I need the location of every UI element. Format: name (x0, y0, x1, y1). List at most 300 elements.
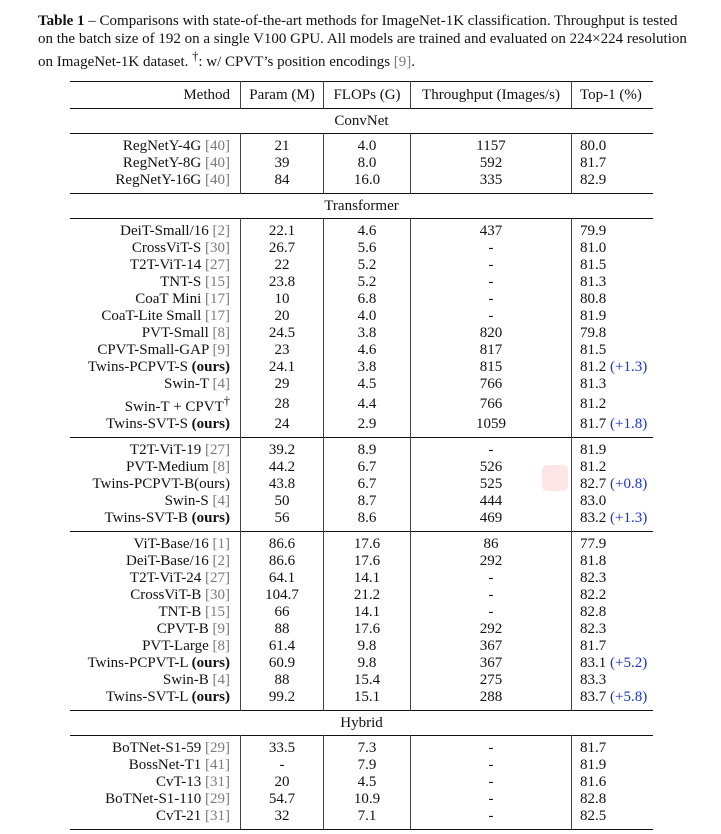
method-name: T2T-ViT-24 (129, 570, 202, 586)
method-name: RegNetY-8G (122, 155, 202, 171)
cell-param: 28 (241, 393, 324, 416)
top1-value: 82.9 (580, 172, 607, 188)
cell-param: 26.7 (241, 240, 324, 257)
table-body (70, 109, 653, 830)
cell-param: 32 (241, 808, 324, 830)
cell-throughput: - (411, 736, 572, 758)
cell-throughput: 86 (411, 532, 572, 554)
top1-gain: (+5.8) (610, 689, 648, 705)
header-flops: FLOPs (G) (324, 82, 411, 109)
cell-flops: 17.6 (324, 621, 411, 638)
cell-throughput: - (411, 808, 572, 830)
section-title: ConvNet (70, 109, 653, 134)
top1-value: 81.3 (580, 376, 607, 392)
method-name: RegNetY-16G (115, 172, 202, 188)
table-caption (38, 13, 690, 72)
cell-param: 50 (241, 493, 324, 510)
citation-link[interactable]: [2] (212, 223, 230, 239)
method-name: Swin-T + CPVT (124, 399, 224, 415)
cell-throughput: - (411, 308, 572, 325)
cell-flops: 15.4 (324, 672, 411, 689)
cell-method (70, 476, 241, 493)
citation-link[interactable]: [29] (205, 740, 230, 756)
citation-link[interactable]: [40] (205, 155, 230, 171)
method-name: CvT-13 (155, 774, 202, 790)
top1-value: 83.0 (580, 493, 607, 509)
cell-throughput: - (411, 438, 572, 460)
cell-top1 (572, 587, 654, 604)
table-row (70, 438, 653, 460)
citation-link[interactable]: [31] (205, 774, 230, 790)
cell-flops: 4.0 (324, 134, 411, 156)
cell-top1 (572, 476, 654, 493)
cell-throughput: - (411, 791, 572, 808)
table-row (70, 736, 653, 758)
ours-label: (ours) (191, 655, 230, 671)
cell-param: 54.7 (241, 791, 324, 808)
cell-top1 (572, 257, 654, 274)
cell-method (70, 155, 241, 172)
table-row (70, 459, 653, 476)
top1-value: 82.5 (580, 808, 607, 824)
method-name: Swin-B (162, 672, 209, 688)
caption-text-2: : w/ CPVT’s position encodings (198, 54, 394, 70)
header-param: Param (M) (241, 82, 324, 109)
cell-param: 23.8 (241, 274, 324, 291)
cell-param: 64.1 (241, 570, 324, 587)
cell-param: 21 (241, 134, 324, 156)
citation-link[interactable]: [27] (205, 442, 230, 458)
table-row (70, 240, 653, 257)
cell-method (70, 134, 241, 156)
ours-label: (ours) (191, 359, 230, 375)
citation-link[interactable]: [30] (205, 240, 230, 256)
cell-method (70, 393, 241, 416)
cell-method (70, 172, 241, 194)
cell-param: 44.2 (241, 459, 324, 476)
caption-citation[interactable]: [9] (393, 54, 412, 70)
section-header-row (70, 194, 653, 219)
citation-link[interactable]: [15] (205, 274, 230, 290)
cell-method (70, 257, 241, 274)
citation-link[interactable]: [41] (205, 757, 230, 773)
top1-value: 81.8 (580, 553, 607, 569)
method-name: Twins-SVT-S (106, 416, 188, 432)
cell-throughput: 292 (411, 621, 572, 638)
cell-param: - (241, 757, 324, 774)
citation-link[interactable]: [40] (205, 138, 230, 154)
cell-flops: 4.4 (324, 393, 411, 416)
table-row (70, 291, 653, 308)
cell-top1 (572, 672, 654, 689)
table-row (70, 808, 653, 830)
cell-throughput: 437 (411, 219, 572, 241)
ours-label: (ours) (191, 416, 230, 432)
cell-flops: 14.1 (324, 604, 411, 621)
method-name: Twins-PCPVT-L (87, 655, 188, 671)
cell-param: 22.1 (241, 219, 324, 241)
table-row (70, 587, 653, 604)
table-row (70, 604, 653, 621)
table-row (70, 308, 653, 325)
method-name: ViT-Base/16 (133, 536, 209, 552)
cell-flops: 3.8 (324, 359, 411, 376)
cell-method (70, 621, 241, 638)
top1-gain: (+1.8) (610, 416, 648, 432)
cell-param: 88 (241, 621, 324, 638)
cell-top1 (572, 219, 654, 241)
method-name: Twins-PCPVT-B(ours) (92, 476, 230, 492)
cell-throughput: 766 (411, 376, 572, 393)
ours-label: (ours) (191, 689, 230, 705)
cell-top1 (572, 393, 654, 416)
cell-top1 (572, 438, 654, 460)
method-name: Twins-SVT-L (105, 689, 188, 705)
cell-throughput: 292 (411, 553, 572, 570)
top1-value: 81.9 (580, 757, 607, 773)
cell-top1 (572, 604, 654, 621)
cell-top1 (572, 308, 654, 325)
cell-throughput: 444 (411, 493, 572, 510)
citation-link[interactable]: [4] (212, 672, 230, 688)
cell-method (70, 774, 241, 791)
cell-throughput: 288 (411, 689, 572, 711)
cell-flops: 17.6 (324, 553, 411, 570)
table-row (70, 655, 653, 672)
cell-top1 (572, 240, 654, 257)
cell-flops: 3.8 (324, 325, 411, 342)
citation-link[interactable]: [8] (212, 325, 230, 341)
cell-flops: 8.6 (324, 510, 411, 532)
cell-top1 (572, 459, 654, 476)
cell-flops: 4.6 (324, 219, 411, 241)
cell-throughput: 820 (411, 325, 572, 342)
top1-value: 81.2 (580, 459, 607, 475)
cell-top1 (572, 342, 654, 359)
top1-value: 81.7 (580, 638, 607, 654)
cell-flops: 7.3 (324, 736, 411, 758)
top1-value: 81.6 (580, 774, 607, 790)
cell-param: 66 (241, 604, 324, 621)
cell-top1 (572, 291, 654, 308)
cell-top1 (572, 736, 654, 758)
cell-flops: 4.5 (324, 376, 411, 393)
table-row (70, 791, 653, 808)
top1-value: 81.9 (580, 442, 607, 458)
method-name: TNT-S (160, 274, 202, 290)
cell-method (70, 459, 241, 476)
method-name: TNT-B (158, 604, 202, 620)
method-name: Swin-T (164, 376, 209, 392)
cell-param: 39.2 (241, 438, 324, 460)
method-name: BossNet-T1 (128, 757, 202, 773)
cell-top1 (572, 570, 654, 587)
cell-top1 (572, 172, 654, 194)
method-name: Swin-S (164, 493, 209, 509)
method-name: CoaT Mini (135, 291, 202, 307)
top1-value: 81.2 (580, 359, 607, 375)
method-name: CrossViT-S (131, 240, 202, 256)
top1-value: 83.1 (580, 655, 607, 671)
cell-method (70, 416, 241, 438)
cell-top1 (572, 376, 654, 393)
top1-value: 82.8 (580, 604, 607, 620)
citation-link[interactable]: [9] (212, 621, 230, 637)
cell-method (70, 587, 241, 604)
cell-top1 (572, 532, 654, 554)
top1-value: 82.2 (580, 587, 607, 603)
cell-flops: 5.6 (324, 240, 411, 257)
citation-link[interactable]: [1] (212, 536, 230, 552)
method-name: CoaT-Lite Small (101, 308, 202, 324)
cell-method (70, 493, 241, 510)
caption-dagger: † (192, 49, 199, 63)
top1-value: 79.9 (580, 223, 607, 239)
table-row (70, 219, 653, 241)
cell-method (70, 342, 241, 359)
method-name: PVT-Large (142, 638, 209, 654)
cell-method (70, 689, 241, 711)
citation-link[interactable]: [4] (212, 376, 230, 392)
citation-link[interactable]: [2] (212, 553, 230, 569)
table-row (70, 342, 653, 359)
cell-throughput: - (411, 757, 572, 774)
table-row (70, 570, 653, 587)
top1-value: 81.5 (580, 342, 607, 358)
citation-link[interactable]: [17] (205, 291, 230, 307)
citation-link[interactable]: [27] (205, 257, 230, 273)
method-name: T2T-ViT-14 (129, 257, 202, 273)
top1-gain: (+0.8) (610, 476, 648, 492)
table-row (70, 757, 653, 774)
method-name: DeiT-Base/16 (125, 553, 209, 569)
cell-param: 61.4 (241, 638, 324, 655)
method-name: BoTNet-S1-59 (112, 740, 202, 756)
cell-top1 (572, 510, 654, 532)
citation-link[interactable]: [8] (212, 459, 230, 475)
table-row (70, 553, 653, 570)
cell-flops: 16.0 (324, 172, 411, 194)
cell-throughput: 335 (411, 172, 572, 194)
cell-top1 (572, 808, 654, 830)
cell-flops: 14.1 (324, 570, 411, 587)
cell-throughput: - (411, 274, 572, 291)
header-throughput: Throughput (Images/s) (411, 82, 572, 109)
top1-gain: (+1.3) (610, 359, 648, 375)
cell-top1 (572, 155, 654, 172)
cell-method (70, 791, 241, 808)
cell-method (70, 532, 241, 554)
cell-flops: 10.9 (324, 791, 411, 808)
top1-gain: (+1.3) (610, 510, 648, 526)
cell-top1 (572, 416, 654, 438)
cell-method (70, 240, 241, 257)
top1-value: 83.3 (580, 672, 607, 688)
section-header-row (70, 109, 653, 134)
cell-method (70, 736, 241, 758)
citation-link[interactable]: [9] (212, 342, 230, 358)
citation-link[interactable]: [31] (205, 808, 230, 824)
table-row (70, 393, 653, 416)
cell-top1 (572, 274, 654, 291)
cell-param: 24.5 (241, 325, 324, 342)
method-name: CPVT-Small-GAP (97, 342, 209, 358)
cell-throughput: - (411, 587, 572, 604)
table-row (70, 532, 653, 554)
cell-method (70, 638, 241, 655)
cell-top1 (572, 553, 654, 570)
table-row (70, 172, 653, 194)
cell-top1 (572, 757, 654, 774)
citation-link[interactable]: [40] (205, 172, 230, 188)
cell-param: 104.7 (241, 587, 324, 604)
table-row (70, 476, 653, 493)
cell-flops: 5.2 (324, 257, 411, 274)
cell-param: 20 (241, 774, 324, 791)
cell-top1 (572, 325, 654, 342)
cell-param: 84 (241, 172, 324, 194)
caption-period: . (411, 54, 416, 70)
citation-link[interactable]: [15] (205, 604, 230, 620)
method-name: DeiT-Small/16 (120, 223, 209, 239)
cell-method (70, 604, 241, 621)
top1-value: 81.0 (580, 240, 607, 256)
citation-link[interactable]: [27] (205, 570, 230, 586)
top1-value: 77.9 (580, 536, 607, 552)
cell-flops: 7.1 (324, 808, 411, 830)
cell-method (70, 325, 241, 342)
cell-top1 (572, 689, 654, 711)
cell-method (70, 438, 241, 460)
table-row (70, 155, 653, 172)
cell-throughput: - (411, 604, 572, 621)
cell-flops: 9.8 (324, 655, 411, 672)
method-name: CrossViT-B (130, 587, 202, 603)
top1-value: 82.8 (580, 791, 607, 807)
section-title: Hybrid (70, 711, 653, 736)
cell-throughput: 367 (411, 655, 572, 672)
cell-method (70, 359, 241, 376)
cell-param: 39 (241, 155, 324, 172)
top1-value: 82.7 (580, 476, 607, 492)
cell-throughput: - (411, 570, 572, 587)
cell-param: 29 (241, 376, 324, 393)
table-row (70, 493, 653, 510)
top1-value: 83.2 (580, 510, 607, 526)
cell-method (70, 808, 241, 830)
table-row (70, 274, 653, 291)
method-name: BoTNet-S1-110 (105, 791, 202, 807)
cell-flops: 6.8 (324, 291, 411, 308)
table-row (70, 134, 653, 156)
method-name: Twins-SVT-B (104, 510, 188, 526)
table-row (70, 376, 653, 393)
cell-param: 43.8 (241, 476, 324, 493)
cell-param: 99.2 (241, 689, 324, 711)
cell-param: 10 (241, 291, 324, 308)
cell-method (70, 291, 241, 308)
cell-param: 20 (241, 308, 324, 325)
cell-param: 56 (241, 510, 324, 532)
cell-throughput: - (411, 291, 572, 308)
citation-link[interactable]: [29] (205, 791, 230, 807)
citation-link[interactable]: [30] (205, 587, 230, 603)
cell-param: 24 (241, 416, 324, 438)
cell-throughput: 817 (411, 342, 572, 359)
top1-value: 80.8 (580, 291, 607, 307)
top1-value: 82.3 (580, 621, 607, 637)
cell-param: 24.1 (241, 359, 324, 376)
method-name: T2T-ViT-19 (129, 442, 202, 458)
cell-param: 86.6 (241, 532, 324, 554)
method-name: PVT-Medium (125, 459, 209, 475)
cell-flops: 5.2 (324, 274, 411, 291)
caption-text: – Comparisons with state-of-the-art methods for ImageNet-1K classification. Throughput is tested on the batch size of 192 on a single V100 GPU. All models are trained and evaluated on 224×224 resolution on ImageNet-1K dataset. (38, 13, 687, 70)
top1-value: 82.3 (580, 570, 607, 586)
cell-throughput: 275 (411, 672, 572, 689)
cell-throughput: - (411, 257, 572, 274)
method-name: RegNetY-4G (122, 138, 202, 154)
top1-gain: (+5.2) (610, 655, 648, 671)
top1-value: 81.7 (580, 416, 607, 432)
top1-value: 81.9 (580, 308, 607, 324)
cell-throughput: 526 (411, 459, 572, 476)
citation-link[interactable]: [17] (205, 308, 230, 324)
cell-throughput: 766 (411, 393, 572, 416)
cell-param: 33.5 (241, 736, 324, 758)
table-row (70, 416, 653, 438)
header-top1: Top-1 (%) (572, 82, 654, 109)
cell-flops: 4.0 (324, 308, 411, 325)
cell-throughput: 367 (411, 638, 572, 655)
table-row (70, 638, 653, 655)
top1-value: 81.3 (580, 274, 607, 290)
table-row (70, 689, 653, 711)
cell-throughput: - (411, 240, 572, 257)
section-title: Transformer (70, 194, 653, 219)
cell-throughput: 1059 (411, 416, 572, 438)
cell-flops: 8.0 (324, 155, 411, 172)
cell-top1 (572, 655, 654, 672)
table-row (70, 510, 653, 532)
top1-value: 80.0 (580, 138, 607, 154)
top1-value: 81.5 (580, 257, 607, 273)
top1-value: 81.7 (580, 155, 607, 171)
cell-flops: 15.1 (324, 689, 411, 711)
cell-method (70, 274, 241, 291)
cell-top1 (572, 134, 654, 156)
cell-method (70, 553, 241, 570)
cell-param: 88 (241, 672, 324, 689)
cell-method (70, 510, 241, 532)
citation-link[interactable]: [4] (212, 493, 230, 509)
method-name: CPVT-B (156, 621, 209, 637)
cell-method (70, 219, 241, 241)
citation-link[interactable]: [8] (212, 638, 230, 654)
table-row (70, 774, 653, 791)
top1-value: 81.2 (580, 396, 607, 412)
cell-flops: 17.6 (324, 532, 411, 554)
top1-value: 79.8 (580, 325, 607, 341)
table-header-row (70, 82, 653, 109)
cell-flops: 4.6 (324, 342, 411, 359)
cell-param: 86.6 (241, 553, 324, 570)
top1-value: 81.7 (580, 740, 607, 756)
table-row (70, 359, 653, 376)
table-row (70, 257, 653, 274)
cell-throughput: 525 (411, 476, 572, 493)
cell-method (70, 672, 241, 689)
